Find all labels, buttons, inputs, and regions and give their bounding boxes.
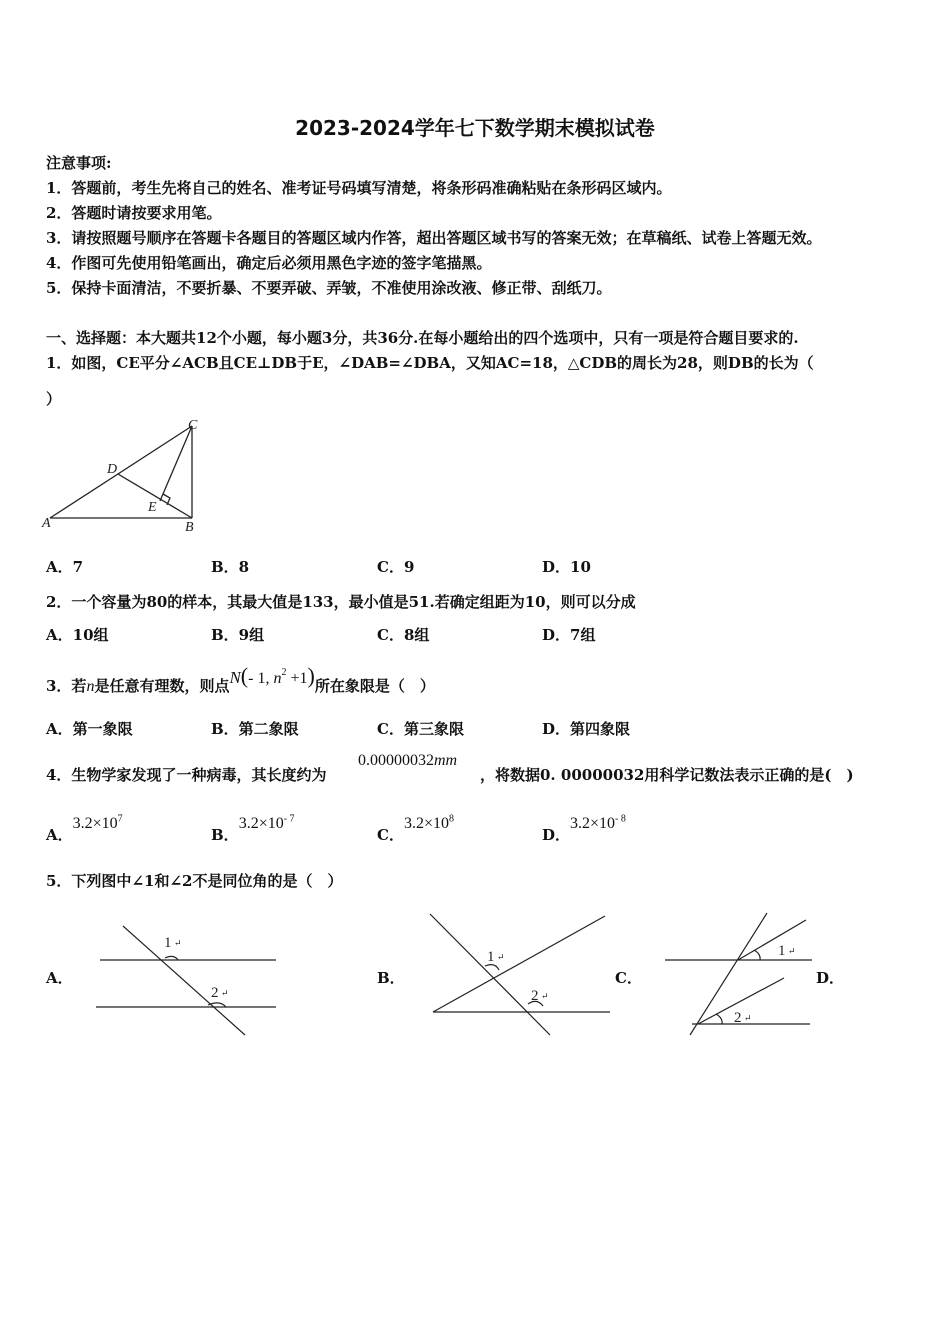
- angle-2-label: 2: [211, 985, 219, 1001]
- q5-figure-c: [660, 908, 820, 1040]
- svg-text:↵: ↵: [541, 991, 549, 1001]
- q1-option-a[interactable]: A．7: [46, 558, 84, 576]
- q3-coord-x: - 1,: [248, 670, 274, 687]
- question-4-value: [358, 750, 457, 770]
- q3-option-d[interactable]: D．第四象限: [542, 720, 631, 738]
- q4-unit: mm: [434, 752, 458, 769]
- question-2-text: 2．一个容量为80的样本，其最大值是133，最小值是51.若确定组距为10，则可以分成: [46, 593, 636, 611]
- q3-variable: n: [86, 678, 95, 695]
- q3-exponent: 2: [281, 667, 287, 678]
- svg-text:↵: ↵: [497, 952, 505, 962]
- note-item-2: 2．答题时请按要求用笔。: [46, 204, 222, 222]
- vertex-label-a: A: [42, 516, 51, 531]
- vertex-label-d: D: [107, 462, 118, 477]
- q5-option-b[interactable]: B．: [377, 969, 405, 987]
- angle-1-label: 1: [487, 949, 495, 965]
- note-item-4: 4．作图可先使用铅笔画出，确定后必须用黑色字迹的签字笔描黑。: [46, 254, 492, 272]
- angle-2-label: 2: [531, 988, 539, 1004]
- section-heading: 一、选择题：本大题共12个小题，每小题3分，共36分.在每小题给出的四个选项中，只有一项是符合题目要求的.: [46, 329, 799, 347]
- q3-coord-rest: +1: [286, 670, 308, 687]
- q3-option-b[interactable]: B．第二象限: [211, 720, 299, 738]
- notes-heading: 注意事项:: [46, 154, 112, 172]
- question-1-text-end: ）: [46, 390, 62, 408]
- q1-option-b[interactable]: B．8: [211, 558, 250, 576]
- q5-figure-b: [425, 908, 617, 1040]
- q4-option-d[interactable]: D．$3.2\times 10^{- 8}$: [542, 813, 626, 844]
- question-3-text: 3．若n是任意有理数，则点N(- 1, $n^2 +1$)所在象限是（ ）: [46, 663, 435, 695]
- angle-2-label: 2: [734, 1010, 742, 1026]
- page-title: 2023-2024学年七下数学期末模拟试卷: [295, 116, 655, 140]
- note-item-5: 5．保持卡面清洁，不要折暴、不要弄破、弄皱，不准使用涂改液、修正带、刮纸刀。: [46, 279, 612, 297]
- q2-option-c[interactable]: C．8组: [377, 626, 430, 644]
- svg-text:↵: ↵: [221, 988, 229, 998]
- note-item-3: 3．请按照题号顺序在答题卡各题目的答题区域内作答，超出答题区域书写的答案无效；在草稿纸、试卷上答题无效。: [46, 229, 822, 247]
- svg-text:↵: ↵: [788, 946, 796, 956]
- q5-option-d[interactable]: D．: [816, 969, 845, 987]
- q3-prefix: 3．若: [46, 677, 87, 695]
- question-1-triangle-figure: [40, 412, 215, 537]
- question-1-text: 1．如图，CE平分∠ACB且CE⊥DB于E，∠DAB=∠DBA，又知AC=18，△CDB的周长为28，则DB的长为（: [46, 354, 814, 372]
- svg-text:↵: ↵: [744, 1013, 752, 1023]
- q3-mid: 是任意有理数，则点: [94, 677, 230, 695]
- q2-option-d[interactable]: D．7组: [542, 626, 596, 644]
- q1-option-c[interactable]: C．9: [377, 558, 415, 576]
- q5-figure-a: [90, 920, 285, 1040]
- q3-point-name: N: [229, 668, 241, 687]
- q3-option-a[interactable]: A．第一象限: [46, 720, 133, 738]
- q2-option-a[interactable]: A．10组: [46, 626, 109, 644]
- question-4-suffix: ，将数据0. 00000032用科学记数法表示正确的是( ): [480, 766, 854, 784]
- q1-option-d[interactable]: D．10: [542, 558, 591, 576]
- q5-option-a[interactable]: A．: [46, 969, 73, 987]
- angle-1-label: 1: [164, 935, 172, 951]
- note-item-1: 1．答题前，考生先将自己的姓名、准考证号码填写清楚，将条形码准确粘贴在条形码区域内。: [46, 179, 672, 197]
- vertex-label-b: B: [185, 520, 194, 535]
- angle-1-label: 1: [778, 943, 786, 959]
- svg-text:↵: ↵: [174, 938, 182, 948]
- question-4-prefix: 4．生物学家发现了一种病毒，其长度约为: [46, 766, 327, 784]
- q3-coord-var: n: [273, 670, 282, 687]
- q4-option-b[interactable]: B．$3.2\times 10^{- 7}$: [211, 813, 295, 844]
- q4-option-a[interactable]: A．$3.2\times 10^7$: [46, 813, 123, 844]
- q4-option-c[interactable]: C．$3.2\times 10^8$: [377, 813, 454, 844]
- q3-option-c[interactable]: C．第三象限: [377, 720, 464, 738]
- q5-option-c[interactable]: C．: [615, 969, 642, 987]
- q2-option-b[interactable]: B．9组: [211, 626, 265, 644]
- vertex-label-e: E: [148, 500, 157, 515]
- q3-suffix: 所在象限是（ ）: [314, 677, 435, 695]
- vertex-label-c: C: [188, 418, 198, 433]
- question-5-text: 5．下列图中∠1和∠2不是同位角的是（ ）: [46, 872, 343, 890]
- q4-number: 0.00000032: [358, 752, 434, 769]
